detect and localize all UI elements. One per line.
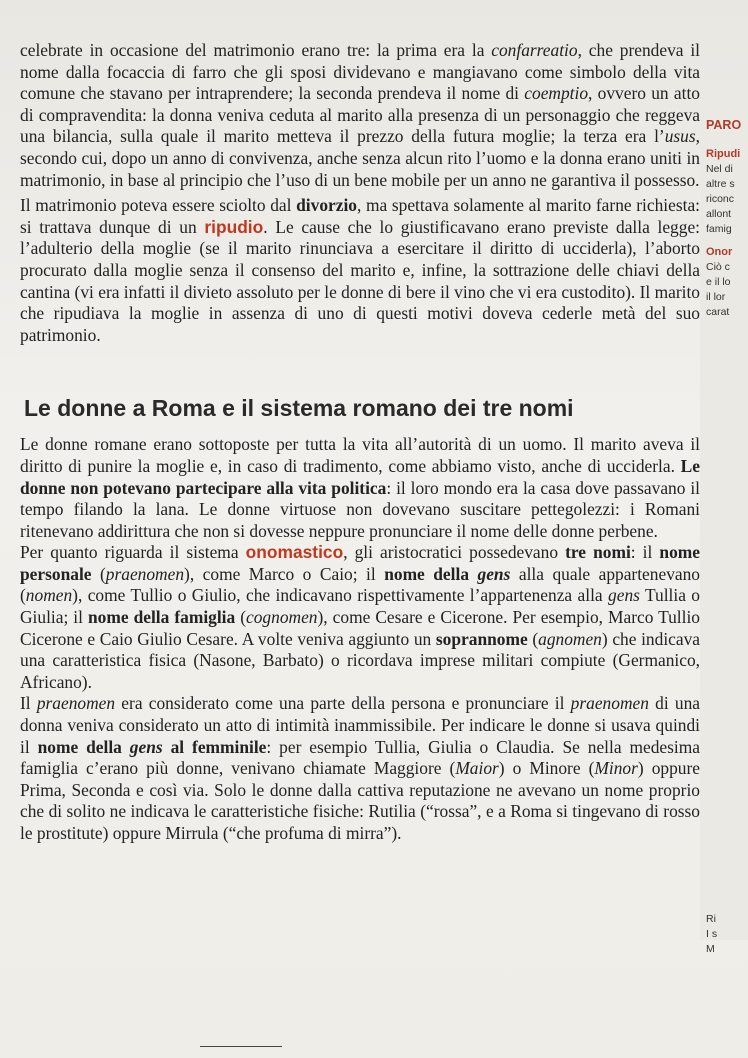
sidebar-text-bottom: Ri I s M	[706, 913, 718, 955]
section-heading: Le donne a Roma e il sistema romano dei tre nomi	[24, 395, 574, 422]
paragraph-marriage-rites: celebrate in occasione del matrimonio erano tre: la prima era la confarreatio, che prendeva il nome dalla focaccia di farro che gli sposi dividevano e mangiavano come simbolo della vita comune che stavano per intraprendere; la seconda prendeva il nome di coemptio, ovvero un atto di compravendita: la donna veniva ceduta al marito alla presenza di un personaggio che reggeva una bilancia, sulla quale il marito metteva il prezzo della futura moglie; la terza era l’usus, secondo cui, dopo un anno di convivenza, anche senza alcun rito l’uomo e la donna erano uniti in matrimonio, in base al principio che l’uso di un bene mobile per un anno ne garantiva il possesso.	[20, 40, 701, 190]
main-text-column	[20, 40, 700, 845]
keyword-ripudio: ripudio	[204, 216, 264, 237]
footnote-rule	[200, 1046, 282, 1047]
paragraph-women-names: Il praenomen era considerato come una parte della persona e pronunciare il praenomen di una donna veniva considerato un atto di intimità inammissibile. Per indicare le donne si usava quindi il nome della gens al femminile: per esempio Tullia, Giulia o Claudia. Se nella medesima famiglia c’erano più donne, venivano chiamate Maggiore (Maior) o Minore (Minor) oppure Prima, Seconda e così via. Solo le donne dalla cattiva reputazione ne avevano un nome proprio che di solito ne indicava le caratteristiche fisiche: Rutilia (“rossa”, e a Roma si tingevano di rosso le prostitute) oppure Mirrula (“che profuma di mirra”).	[20, 693, 700, 843]
paragraph-divorce: Il matrimonio poteva essere sciolto dal divorzio, ma spettava solamente al marito farne richiesta: si trattava dunque di un ripudio. Le cause che lo giustificavano erano previste dalla legge: l’adulterio della moglie (se il marito rinunciava a esercitare il diritto di ucciderla), l’aborto procurato dalla moglie senza il consenso del marito e, infine, la sottrazione delle chiavi della cantina (vi era infatti il divieto assoluto per le donne di bere il vino che vi era custodito). Il marito che ripudiava la moglie in assenza di uno di questi motivi doveva cederle metà del suo patrimonio.	[20, 195, 700, 345]
keyword-onomastico: onomastico	[245, 542, 344, 563]
paragraph-women-status: Le donne romane erano sottoposte per tutta la vita all’autorità di un uomo. Il marito aveva il diritto di punire la moglie e, in caso di tradimento, come abbiamo visto, anche di ucciderla. Le donne non potevano partecipare alla vita politica: il loro mondo era la casa dove passavano il tempo filando la lana. Le donne virtuose non dovevano suscitare pettegolezzi: i Romani ritenevano addirittura che non si dovesse neppure pronunciare il nome delle donne perbene.	[20, 434, 700, 541]
paragraph-naming-system: Per quanto riguarda il sistema onomastico, gli aristocratici possedevano tre nomi: il nome personale (praenomen), come Marco o Caio; il nome della gens alla quale appartenevano (nomen), come Tullio o Giulio, che indicavano rispettivamente l’appartenenza alla gens Tullia o Giulia; il nome della famiglia (cognomen), come Cesare e Cicerone. Per esempio, Marco Tullio Cicerone e Caio Giulio Cesare. A volte veniva aggiunto un soprannome (agnomen) che indicava una caratteristica fisica (Nasone, Barbato) o ricordava imprese militari compiute (Germanico, Africano).	[20, 542, 701, 692]
sidebar-text-top: PARO Ripudi Nel di altre s riconc allont famig Onor Ciò c e il lo il lor carat	[706, 118, 742, 318]
